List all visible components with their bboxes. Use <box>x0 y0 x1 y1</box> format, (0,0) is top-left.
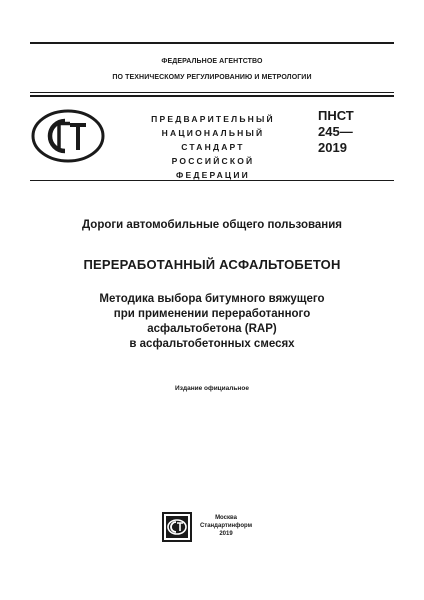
document-subtitle <box>30 292 394 352</box>
header-rule-thin <box>30 92 394 93</box>
status-line: ФЕДЕРАЦИИ <box>176 170 250 180</box>
subtitle-line: в асфальтобетонных смесях <box>129 338 295 350</box>
standard-status <box>140 112 286 182</box>
standartinform-logo-icon <box>162 512 192 542</box>
standard-code-prefix: ПНСТ <box>318 108 354 123</box>
status-line: ПРЕДВАРИТЕЛЬНЫЙ <box>151 114 275 124</box>
document-main-title: ПЕРЕРАБОТАННЫЙ АСФАЛЬТОБЕТОН <box>83 257 341 272</box>
publisher-imprint <box>196 514 256 538</box>
status-line: РОССИЙСКОЙ <box>171 156 255 166</box>
publisher-name: Стандартинформ <box>199 523 253 529</box>
top-rule <box>30 42 394 44</box>
standard-code-year: 2019 <box>318 140 347 155</box>
standard-code <box>318 108 354 156</box>
status-line: НАЦИОНАЛЬНЫЙ <box>161 128 265 138</box>
header-rule-thick <box>30 95 394 97</box>
rst-emblem-icon <box>30 108 106 164</box>
titles-rule <box>30 180 394 181</box>
subtitle-line: при применении переработанного <box>113 308 311 320</box>
subtitle-line: Методика выбора битумного вяжущего <box>99 293 325 305</box>
subtitle-line: асфальтобетона (RAP) <box>147 323 277 335</box>
edition-note: Издание официальное <box>175 385 249 392</box>
road-category-title: Дороги автомобильные общего пользования <box>81 219 343 231</box>
publisher-year: 2019 <box>219 531 233 537</box>
publisher-city: Москва <box>215 515 237 521</box>
status-line: СТАНДАРТ <box>181 142 245 152</box>
standard-code-number: 245— <box>318 124 353 139</box>
agency-name-line1: ФЕДЕРАЛЬНОЕ АГЕНТСТВО <box>161 58 263 65</box>
agency-name-line2: ПО ТЕХНИЧЕСКОМУ РЕГУЛИРОВАНИЮ И МЕТРОЛОГИИ <box>112 74 312 81</box>
